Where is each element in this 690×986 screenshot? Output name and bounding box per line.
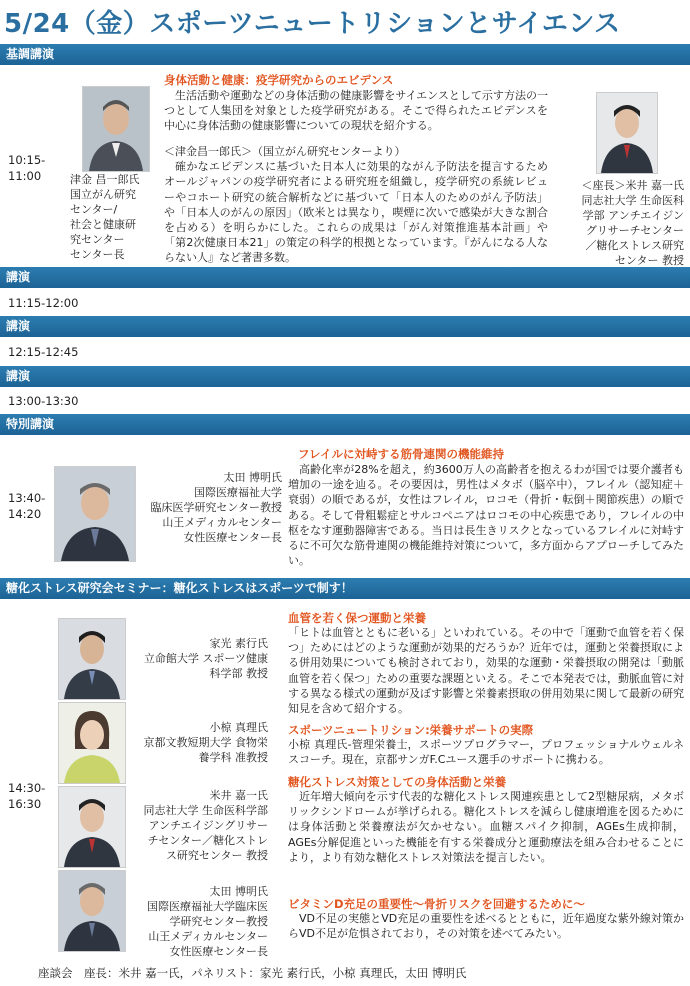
time-lecture1: 11:15-12:00 [8, 296, 79, 310]
abstract-seminar-3 [288, 789, 684, 865]
bio-keynote-body: 確かなエビデンスに基づいた日本人に効果的ながん予防法を提言するためオールジャパンの疫学研究者による研究班を組織し，疫学研究の系統レビューやコホート研究の統合解析などに基づいて「日本人のためのがん予防法」や「日本人のがんの原因」（欧米とは異なり，喫煙に次いで感染が大きな割合を占める）を明らかにした。これらの成果は「がん対策推進基本計画」や「第2次健康日本21」の策定の科学的根拠となっています。『がんになる人ならない人』など著書多数。 [164, 160, 548, 265]
time-lecture3: 13:00-13:30 [8, 394, 79, 408]
section-bar-keynote: 基調講演 [0, 44, 690, 65]
time-special: 13:40- 14:20 [8, 491, 46, 521]
bio-keynote-head: ＜津金昌一郎氏＞（国立がん研究センターより） [164, 145, 406, 158]
speaker-info-iemitsu: 家光 素行氏 立命館大学 スポーツ健康 科学部 教授 [143, 637, 268, 680]
speaker-photo-tsugane [82, 86, 150, 172]
speaker-info-yonei: 米井 嘉一氏 同志社大学 生命医科学部 アンチエイジングリサー チセンター／糖化ストレ ス研究センター 教授 [143, 789, 268, 862]
section-bar-lecture1: 講演 [0, 267, 690, 288]
abstract-seminar-3-p: 近年増大傾向を示す代表的な糖化ストレス関連疾患として2型糖尿病，メタボリックシンドロームが挙げられる。糖化ストレスを減らし健康増進を図るためには身体活動と栄養療法が欠かせない。血糖スパイク抑制，AGEs生成抑制，AGEs分解促進といった機能を有する栄養成分と運動療法を組み合わせることにより，より有効な糖化ストレス対策法を提言したい。 [288, 790, 684, 864]
person-icon [59, 871, 125, 951]
person-icon [83, 87, 149, 171]
abstract-seminar-1 [288, 625, 684, 716]
speaker-photo-ota [54, 466, 136, 562]
speaker-photo-ogura [58, 702, 126, 784]
abstract-seminar-4 [288, 911, 684, 941]
time-keynote: 10:15- 11:00 [8, 153, 46, 183]
talk-title-seminar-3: 糖化ストレス対策としての身体活動と栄養 [288, 775, 507, 789]
talk-title-seminar-4: ビタミンD充足の重要性～骨折リスクを回避するために～ [288, 897, 585, 911]
speaker-info-tsugane: 津金 昌一郎氏 国立がん研究 センター/ 社会と健康研 究センター センター長 [70, 173, 140, 261]
bio-keynote [164, 144, 548, 266]
time-seminar: 14:30- 16:30 [8, 781, 46, 811]
speaker-info-ota-special: 太田 博明氏 国際医療福祉大学 臨床医学研究センター教授 山王メディカルセンター 女性医療センター長 [150, 471, 282, 544]
abstract-keynote [164, 88, 548, 134]
speaker-info-ogura: 小椋 真理氏 京都文教短期大学 食物栄 養学科 准教授 [143, 721, 268, 764]
speaker-info-ota-seminar: 太田 博明氏 国際医療福祉大学臨床医 学研究センター教授 山王メディカルセンター 女性医療センター長 [147, 885, 268, 958]
time-lecture2: 12:15-12:45 [8, 345, 79, 359]
abstract-keynote-p1: 生活活動や運動などの身体活動の健康影響をサイエンスとして示す方法の一つとして人集団を対象とした疫学研究がある。そこで得られたエビデンスを中心に身体活動の健康影響についての現状を紹介する。 [164, 89, 548, 133]
abstract-seminar-2 [288, 737, 684, 767]
abstract-seminar-2-p: 小椋 真理氏-管理栄養士，スポーツプログラマー，プロフェッショナルウェルネスコーチ。現在，京都サンガF.Cユース選手のサポートに携わる。 [288, 738, 684, 767]
person-icon [59, 703, 125, 783]
talk-title-seminar-2: スポーツニュートリション:栄養サポートの実際 [288, 723, 534, 737]
chair-info-yonei: ＜座長＞米井 嘉一氏 同志社大学 生命医科 学部 アンチエイジン グリサーチセンター ／糖化ストレス研究 センター 教授 [581, 179, 684, 267]
section-bar-seminar: 糖化ストレス研究会セミナー：糖化ストレスはスポーツで制す！ [0, 578, 690, 599]
section-bar-lecture3: 講演 [0, 366, 690, 387]
section-bar-lecture2: 講演 [0, 316, 690, 337]
talk-title-special: フレイルに対峙する筋骨連関の機能維持 [298, 447, 504, 461]
talk-title-keynote: 身体活動と健康：疫学研究からのエビデンス [164, 73, 394, 87]
person-icon [597, 93, 657, 173]
section-bar-special: 特別講演 [0, 414, 690, 435]
abstract-seminar-1-p: 「ヒトは血管とともに老いる」といわれている。その中で「運動で血管を若く保つ」ためにはどのような運動が効果的だろうか？近年では，運動と栄養摂取による併用効果についても検討されており，効果的な運動・栄養摂取の開発は「動脈血管を若く保つ」ための重要な課題といえる。そこで本発表では，動脈血管に対する異なる様式の運動が及ぼす影響と栄養素摂取の併用効果に関して最新の研究知見を含めて紹介する。 [288, 626, 684, 716]
page-header [0, 0, 690, 40]
abstract-special-p: 高齢化率が28%を超え，約3600万人の高齢者を抱えるわが国では要介護者も増加の一途を辿る。その要因は，男性はメタボ（脳卒中），フレイル（認知症＋衰弱）の順であるが，女性はフレイル，ロコモ（骨折・転倒＋関節疾患）の順である。そして骨粗鬆症とサルコペニアはロコモの中心疾患であり，フレイルの中枢をなす運動器障害である。当日は長生きリスクとなっているフレイルに対峙するに不可欠な筋骨連関の機能維持対策について，多方面からアプローチしてみたい。 [288, 463, 684, 568]
speaker-photo-yonei [58, 786, 126, 868]
speaker-photo-iemitsu [58, 618, 126, 700]
speaker-photo-ota-seminar [58, 870, 126, 952]
chair-photo-yonei [596, 92, 658, 174]
page-title: 5/24（金）スポーツニュートリションとサイエンス [4, 9, 621, 39]
person-icon [59, 619, 125, 699]
abstract-seminar-4-p: VD不足の実態とVD充足の重要性を述べるとともに，近年過度な紫外線対策からVD不足が危惧されており，その対策を述べてみたい。 [288, 912, 684, 941]
person-icon [55, 467, 135, 561]
abstract-special [288, 462, 684, 568]
panel-discussion: 座談会 座長：米井 嘉一氏，パネリスト：家光 素行氏，小椋 真理氏，太田 博明氏 [38, 966, 467, 980]
talk-title-seminar-1: 血管を若く保つ運動と栄養 [288, 611, 426, 625]
person-icon [59, 787, 125, 867]
